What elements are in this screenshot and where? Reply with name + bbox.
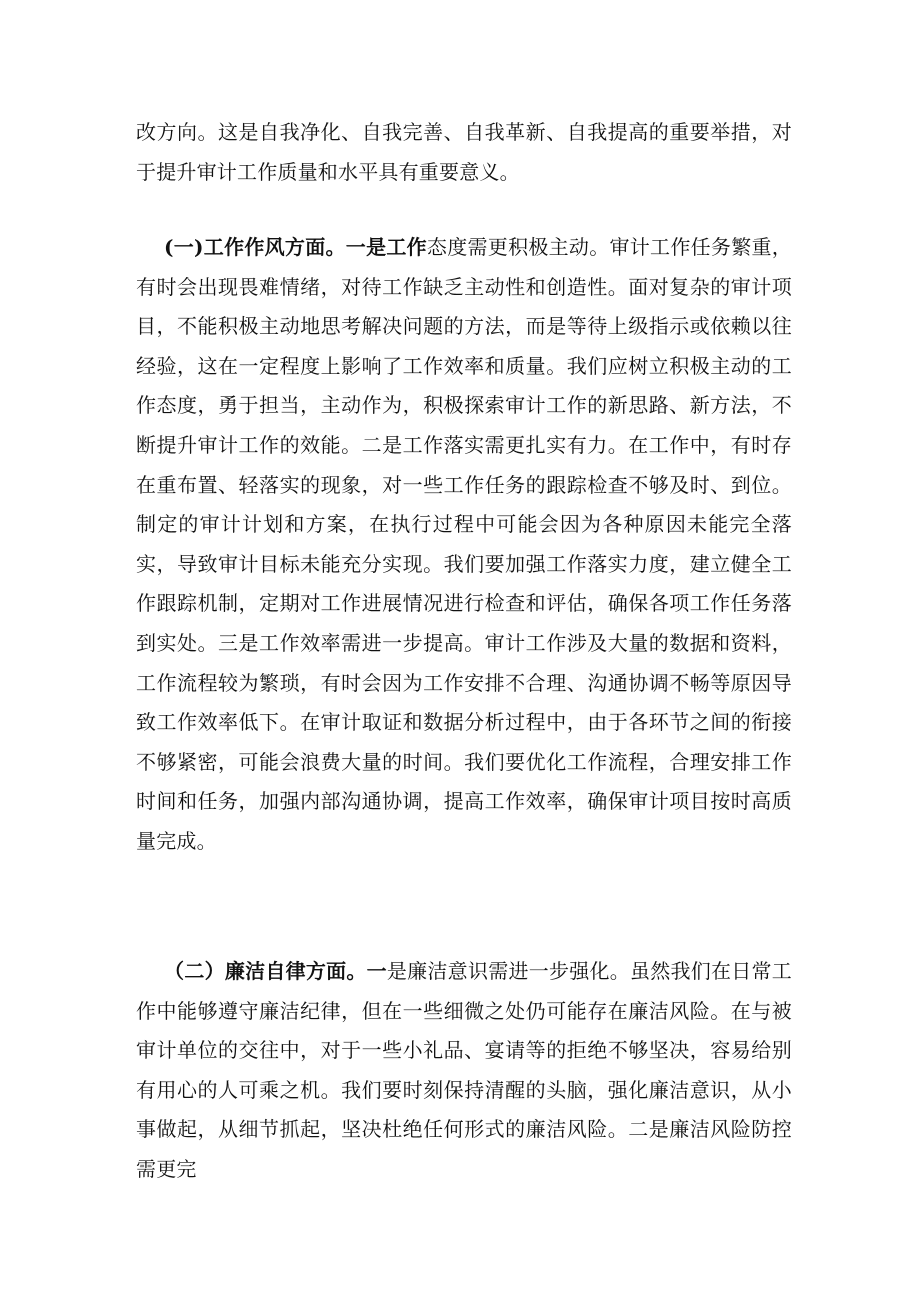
paragraph-body: 态度需更积极主动。审计工作任务繁重，有时会出现畏难情绪，对待工作缺乏主动性和创造性。面对复杂的审计项目，不能积极主动地思考解决问题的方法，而是等待上级指示或依赖以往经验，这在一定程度上影响了工作效率和质量。我们应树立积极主动的工作态度，勇于担当，主动作为，积极探索审计工作的新思路、新方法，不断提升审计工作的效能。二是工作落实需更扎实有力。在工作中，有时存在重布置、轻落实的现象，对一些工作任务的跟踪检查不够及时、到位。制定的审计计划和方案，在执行过程中可能会因为各种原因未能完全落实，导致审计目标未能充分实现。我们要加强工作落实力度，建立健全工作跟踪机制，定期对工作进展情况进行检查和评估，确保各项工作任务落到实处。三是工作效率需进一步提高。审计工作涉及大量的数据和资料，工作流程较为繁琐，有时会因为工作安排不合理、沟通协调不畅等原因导致工作效率低下。在审计取证和数据分析过程中，由于各环节之间的衔接不够紧密，可能会浪费大量的时间。我们要优化工作流程，合理安排工作时间和任务，加强内部沟通协调，提高工作效率，确保审计项目按时高质量完成。 [136,235,792,853]
paragraph-integrity [136,952,792,1190]
section-heading-work-style: (一)工作作风方面。 [164,235,346,259]
lead-phrase: 一是工作 [345,235,427,259]
paragraph-body: 是廉洁意识需进一步强化。虽然我们在日常工作中能够遵守廉洁纪律，但在一些细微之处仍可能存在廉洁风险。在与被审计单位的交往中，对于一些小礼品、宴请等的拒绝不够坚决，容易给别有用心的人可乘之机。我们要时刻保持清醒的头脑，强化廉洁意识，从小事做起，从细节抓起，坚决杜绝任何形式的廉洁风险。二是廉洁风险防控需更完 [136,959,793,1181]
paragraph-work-style [136,228,792,862]
section-heading-integrity: （二）廉洁自律方面。 [164,959,367,983]
paragraph-text: 改方向。这是自我净化、自我完善、自我革新、自我提高的重要举措，对于提升审计工作质量和水平具有重要意义。 [136,120,792,184]
lead-phrase: 一 [366,959,387,983]
paragraph-continuation [136,113,792,192]
